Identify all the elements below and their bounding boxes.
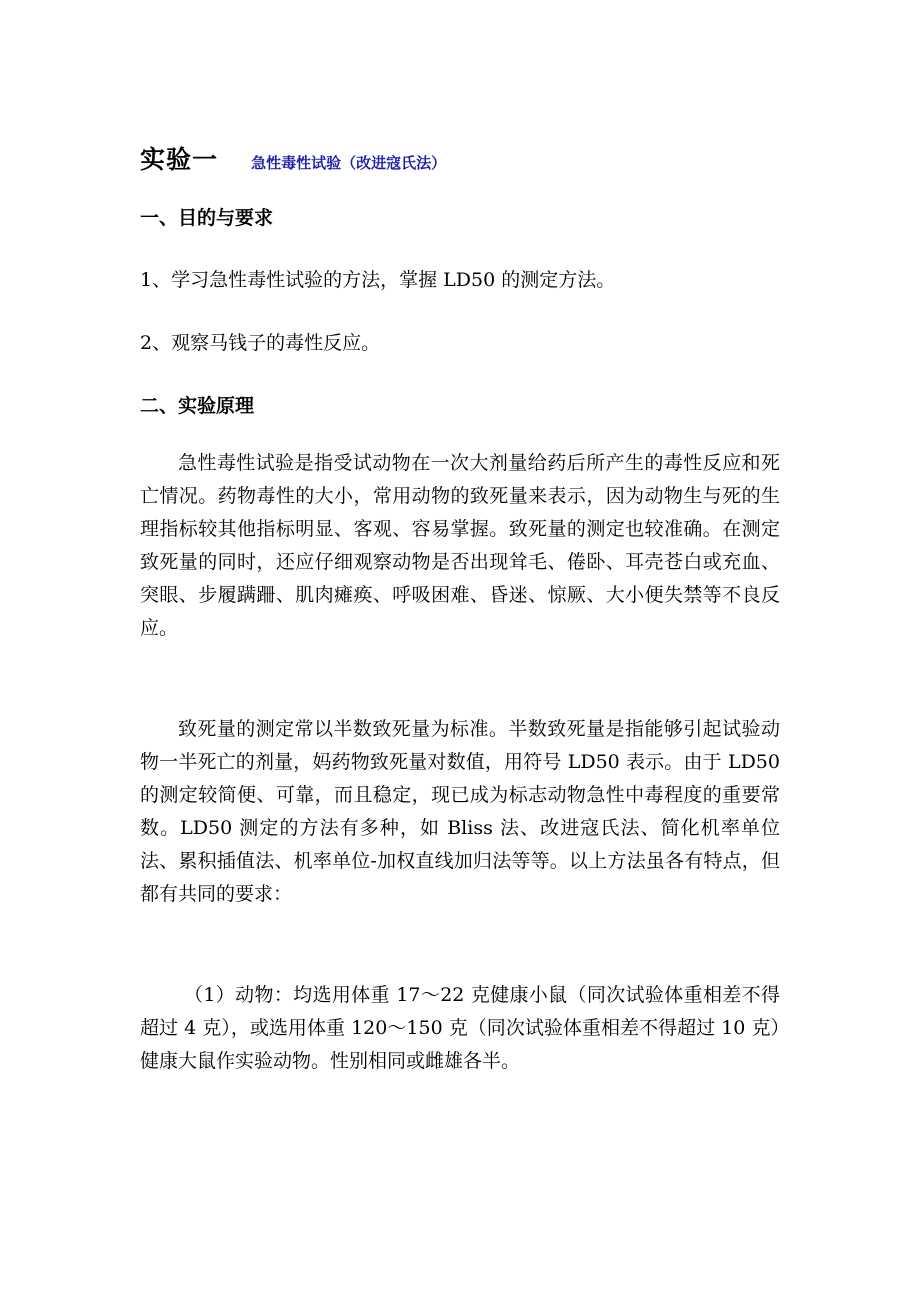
- experiment-subtitle: 急性毒性试验（改进寇氏法）: [251, 154, 447, 172]
- principle-paragraph-2: 致死量的测定常以半数致死量为标准。半数致死量是指能够引起试验动物一半死亡的剂量，妈药物致死量对数值，用符号 LD50 表示。由于 LD50 的测定较简便、可靠，而且稳定，现已成为标志动物急性中毒程度的重要常数。LD50 测定的方法有多种，如 Bliss 法、改进寇氏法、简化机率单位法、累积插值法、机率单位-加权直线加归法等等。以上方法虽各有特点，但都有共同的要求：: [140, 718, 780, 905]
- experiment-title: [140, 140, 446, 176]
- experiment-number: 实验一: [140, 145, 219, 174]
- objective-item-1: 1、学习急性毒性试验的方法，掌握 LD50 的测定方法。: [140, 269, 616, 291]
- principle-paragraph-3: （1）动物：均选用体重 17～22 克健康小鼠（同次试验体重相差不得超过 4 克），或选用体重 120～150 克（同次试验体重相差不得超过 10 克）健康大鼠作实验动物。性别相同或雌雄各半。: [140, 984, 780, 1072]
- principle-paragraph-1: 急性毒性试验是指受试动物在一次大剂量给药后所产生的毒性反应和死亡情况。药物毒性的大小，常用动物的致死量来表示，因为动物生与死的生理指标较其他指标明显、客观、容易掌握。致死量的测定也较准确。在测定致死量的同时，还应仔细观察动物是否出现耸毛、倦卧、耳壳苍白或充血、突眼、步履蹒跚、肌肉瘫痪、呼吸困难、昏迷、惊厥、大小便失禁等不良反应。: [140, 452, 780, 639]
- objective-item-2: 2、观察马钱子的毒性反应。: [140, 332, 381, 354]
- section-heading-objectives: 一、目的与要求: [140, 207, 274, 229]
- section-heading-principle: 二、实验原理: [140, 395, 255, 417]
